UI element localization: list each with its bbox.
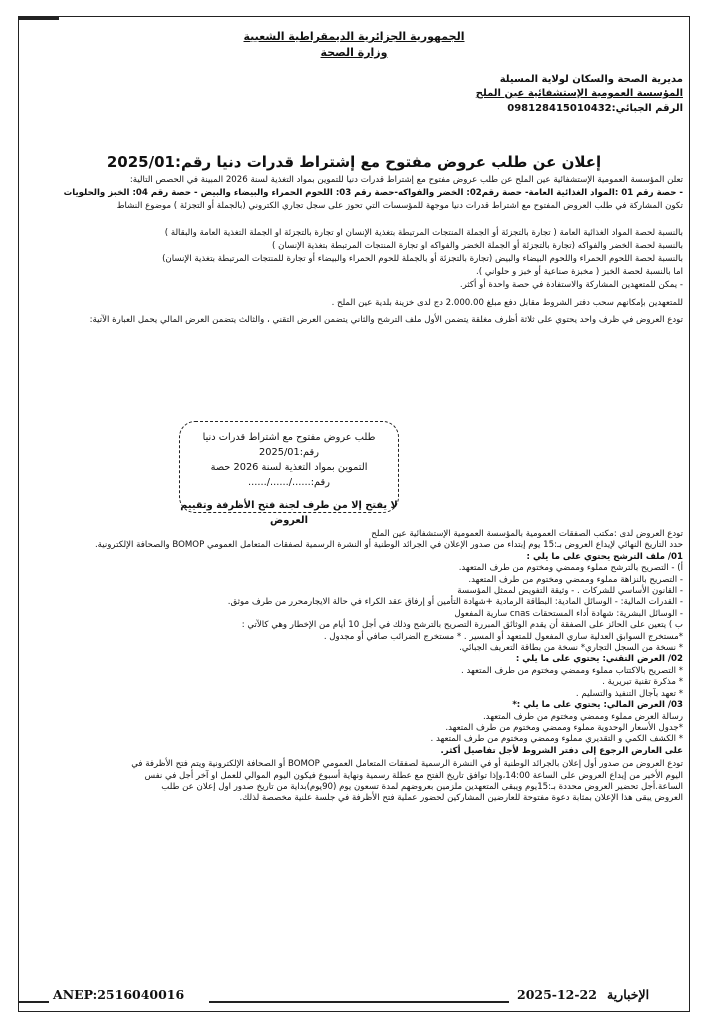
lots-line: - حصة رقم 01 :المواد الغذائية العامة- حصة رقم02: الخضر والفواكه-حصة رقم 03: اللحوم الحمراء والبيضاء والبيض - حصة رقم 04: الخبز والحلويات bbox=[63, 188, 683, 198]
body-line: * التصريح بالاكتتاب مملوء وممضي ومختوم من طرف المتعهد . bbox=[461, 665, 683, 676]
top-rule bbox=[19, 17, 59, 20]
newspaper-name: الإخبارية bbox=[607, 987, 650, 1002]
footer-rule-left bbox=[19, 1001, 49, 1003]
envelope-line-2: التموين بمواد التغذية لسنة 2026 حصة رقم:....../....../...... bbox=[210, 462, 368, 488]
lot-condition-2: بالنسبة لحصة الخضر والفواكه (تجارة بالتجزئة أو الجملة الخضر والفواكه او تجارة المنتجات المرتبطة بتغذية الإنسان ) bbox=[272, 241, 683, 251]
closing-line: العروض يبقى هذا الإعلان بمثابة دعوة مفتوحة للعارضين المشاركين لحضور عملية فتح الأظرفة في جلسة علنية مخصصة لذلك. bbox=[239, 793, 683, 804]
body-line: - التصريح بالنزاهة مملوء وممضي ومختوم من طرف المتعهد. bbox=[468, 574, 683, 585]
publication-date: 2025-12-22 bbox=[517, 987, 597, 1002]
lot-condition-4: اما بالنسبة لحصة الخبز ( مخبزة صناعية أو خبز و حلواني ). bbox=[476, 267, 683, 277]
anep-reference: ANEP:2516040016 bbox=[53, 987, 185, 1002]
intro-paragraph: تعلن المؤسسة العمومية الإستشفائية عين الملح عن طلب عروض مفتوح مع إشتراط قدرات دنيا للتموين بمواد التغذية لسنة 2026 المبينة في الحصص التالية: bbox=[129, 175, 683, 185]
lot-condition-1: بالنسبة لحصة المواد الغذائية العامة ( تجارة بالتجزئة أو الجملة المنتجات المرتبطة بتغذية الإنسان او تجارة بالتجزئة او الجملة التغذية العامة والبقالة ) bbox=[164, 228, 683, 238]
envelope-line-1: طلب عروض مفتوح مع اشتراط قدرات دنيا رقم:2025/01 bbox=[202, 432, 376, 458]
body-line: *جدول الأسعار الوحدوية مملوء وممضي ومختوم من طرف المتعهد. bbox=[445, 722, 683, 733]
body-line: * تعهد بآجال التنفيذ والتسليم . bbox=[575, 688, 683, 699]
closing-line: اليوم الأخير من إيداع العروض على الساعة 14:00،وإذا توافق تاريخ الفتح مع عطلة رسمية ونهاية أسبوع فيكون اليوم الموالي للعمل او آخر أجل في نفس bbox=[144, 770, 683, 781]
lot-condition-3: بالنسبة لحصة اللحوم الحمراء واللحوم البيضاء والبيض (تجارة بالتجزئة أو بالجملة للحوم الحمراء والبيضاء أو تجارة للمنتجات المرتبطة بتغذية الإنسان) bbox=[162, 254, 683, 264]
submission-paragraph: تودع العروض في ظرف واحد يحتوي على ثلاثة أظرف مغلقة يتضمن الأول ملف الترشح والثاني يتضمن العرض التقني ، والثالث يتضمن العرض المالي يحمل العبارة الآتية: bbox=[89, 315, 683, 325]
lot-condition-5: - يمكن للمتعهدين المشاركة والاستفادة في حصة واحدة أو أكثر. bbox=[459, 280, 683, 290]
specs-purchase: للمتعهدين بإمكانهم سحب دفتر الشروط مقابل دفع مبلغ 2.000.00 دج لدى خزينة بلدية عين الملح . bbox=[331, 298, 683, 308]
republic-heading: الجمهورية الجزائرية الديمقراطية الشعبية bbox=[243, 30, 465, 43]
closing-line: الساعة.أجل تحضير العروض محددة بـ:15يوم ويبقى المتعهدين ملزمين بعروضهم لمدة تسعون يوم (90يوم)بداية من تاريخ صدور اول إعلان عن طلب bbox=[161, 781, 683, 792]
body-line: - القدرات المالية: - الوسائل المادية: البطاقة الرمادية +شهادة التأمين أو إرفاق عقد الكراء في حالة الايجارمحرر من طرف موثق. bbox=[227, 597, 683, 608]
body-line: أ) - التصريح بالترشح مملوء وممضي ومختوم من طرف المتعهد. bbox=[458, 563, 683, 574]
body-line: *مستخرج السوابق العدلية ساري المفعول للمتعهد أو المسير . * مستخرج الضرائب صافي أو مجدول . bbox=[323, 631, 683, 642]
body-line: رسالة العرض مملوء وممضي ومختوم من طرف المتعهد. bbox=[482, 711, 683, 722]
body-line: 01/ ملف الترشح يحتوي على ما يلي : bbox=[526, 551, 683, 562]
body-line: * الكشف الكمي و التقديري مملوء وممضي ومختوم من طرف المتعهد . bbox=[430, 734, 683, 745]
footer bbox=[19, 985, 689, 1007]
footer-rule-middle bbox=[209, 1001, 509, 1003]
body-line: ب ) يتعين على الحائز على الصفقة أن يقدم الوثائق المبررة التصريح بالترشح وذلك في أجل 10 أيام من الإخطار وهي كالآتي : bbox=[241, 620, 683, 631]
issuer-directorate: مديرية الصحة والسكان لولاية المسيلة bbox=[499, 74, 683, 85]
body-section bbox=[23, 529, 683, 805]
body-line: 03/ العرض المالي: يحتوي على ما يلي :* bbox=[512, 700, 683, 711]
envelope-line-3: لا يفتح إلا من طرف لجنة فتح الأظرفة وتقييم العروض bbox=[180, 500, 398, 526]
notice-page bbox=[18, 16, 690, 1012]
tax-id: الرقم الجبائي:098128415010432 bbox=[507, 103, 683, 114]
closing-line: تودع العروض من صدور أول إعلان بالجرائد الوطنية أو في النشرة الرسمية لصفقات المتعامل العمومي BOMOP أو الصحافة الإلكترونية ويتم فتح الأظرفة في bbox=[131, 759, 683, 770]
body-line: حدد التاريخ النهائي لإيداع العروض بـ:15 يوم إبتداء من صدور الإعلان في الجرائد الوطنية أو النشرة الرسمية لصفقات المتعامل العمومي BOMOP والصحافة الإلكترونية. bbox=[94, 540, 683, 551]
notice-title: إعلان عن طلب عروض مفتوح مع إشتراط قدرات دنيا رقم:2025/01 bbox=[106, 153, 602, 171]
body-line: تودع العروض لدى :مكتب الصفقات العمومية بالمؤسسة العمومية الإستشفائية عين الملح bbox=[371, 529, 683, 539]
body-line: * مذكرة تقنية تبريرية . bbox=[602, 677, 683, 688]
body-line: * نسخة من السجل التجاري* نسخة من بطاقة التعريف الجبائي. bbox=[459, 643, 683, 654]
eligibility-paragraph: تكون المشاركة في طلب العروض المفتوح مع اشتراط قدرات دنيا موجهة للمؤسسات التي تحوز على سجل تجاري الكتروني (بالجملة أو التجزئة ) موضوع النشاط bbox=[116, 201, 683, 211]
body-line: - القانون الأساسي للشركات . - وثيقة التفويض لممثل المؤسسة bbox=[457, 586, 683, 597]
ministry-heading: وزارة الصحة bbox=[320, 46, 388, 59]
body-line: 02/ العرض التقني: يحتوي على ما يلي : bbox=[515, 654, 683, 665]
body-line: - الوسائل البشرية: شهادة أداء المستحقات cnas سارية المفعول bbox=[454, 608, 683, 619]
body-line: على العارض الرجوع إلى دفتر الشروط لأجل تفاصيل أكثر. bbox=[440, 745, 683, 756]
issuer-institution: المؤسسة العمومية الإستشفائية عين الملح bbox=[475, 88, 683, 99]
envelope-label-box bbox=[179, 421, 399, 526]
closing-paragraph bbox=[23, 759, 683, 805]
